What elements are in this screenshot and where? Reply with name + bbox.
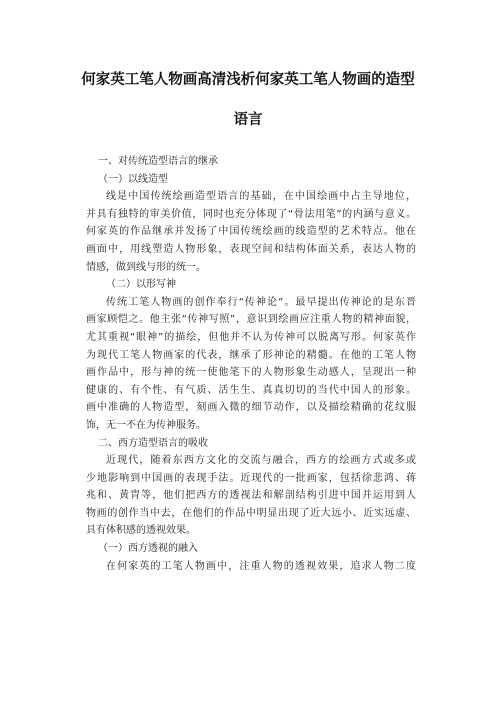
document-title-continued: 语言 bbox=[233, 112, 263, 128]
paragraph-line: 尤其重视“眼神”的描绘，但他并不认为传神可以脱离写形。何家英作 bbox=[86, 331, 416, 343]
paragraph-line: 兆和、黄胄等，他们把西方的透视法和解剖结构引进中国并运用到人 bbox=[86, 490, 416, 502]
section-heading: 一、对传统造型语言的继承 bbox=[98, 156, 218, 167]
paragraph-line: 画面中，用线塑造人物形象，表现空间和结构体面关系，表达人物的 bbox=[86, 243, 416, 255]
paragraph-line: 画作品中，形与神的统一使他笔下的人物形象生动感人，呈现出一种 bbox=[86, 367, 416, 379]
paragraph-line: 线是中国传统绘画造型语言的基础，在中国绘画中占主导地位， bbox=[106, 191, 416, 203]
paragraph-line: 饰，无一不在为传神服务。 bbox=[86, 419, 206, 431]
paragraph-line: 健康的、有个性、有气质、活生生、真真切切的当代中国人的形象。 bbox=[86, 384, 416, 396]
paragraph-line: 物画的创作当中去，在他们的作品中明显出现了近大远小、近实远虚、 bbox=[86, 507, 416, 519]
paragraph-line: 画家顾恺之。他主张“传神写照”，意识到绘画应注重人物的精神面貌， bbox=[86, 314, 416, 326]
paragraph-line: 近现代，随着东西方文化的交流与融合，西方的绘画方式或多或 bbox=[106, 455, 416, 467]
paragraph-line: 少地影响到中国画的表现手法。近现代的一批画家，包括徐悲鸿、蒋 bbox=[86, 472, 416, 484]
document-title: 何家英工笔人物画高清浅析何家英工笔人物画的造型 bbox=[81, 72, 415, 88]
paragraph-line: 画中准确的人物造型，刻画入微的细节动作，以及描绘精确的花纹服 bbox=[86, 402, 416, 414]
paragraph-line: 为现代工笔人物画家的代表，继承了形神论的精髓。在他的工笔人物 bbox=[86, 349, 416, 361]
paragraph-line: 在何家英的工笔人物画中，注重人物的透视效果，追求人物二度 bbox=[106, 560, 416, 572]
paragraph-line: 情感，做到线与形的统一。 bbox=[86, 261, 206, 273]
paragraph-line: 传统工笔人物画的创作奉行“传神论”。最早提出传神论的是东晋 bbox=[106, 296, 416, 308]
document-body bbox=[86, 153, 416, 575]
subsection-heading: （一）西方透视的融入 bbox=[98, 543, 198, 555]
section-heading: 二、西方造型语言的吸收 bbox=[98, 437, 208, 449]
subsection-heading: （一）以线造型 bbox=[98, 173, 168, 185]
paragraph-line: 并具有独特的审美价值，同时也充分体现了“骨法用笔”的内涵与意义。 bbox=[86, 208, 416, 220]
paragraph-line: 何家英的作品继承并发扬了中国传统绘画的线造型的艺术特点。他在 bbox=[86, 226, 416, 238]
paragraph-line: 具有体积感的透视效果。 bbox=[86, 525, 196, 537]
subsection-heading: （二）以形写神 bbox=[106, 279, 176, 291]
